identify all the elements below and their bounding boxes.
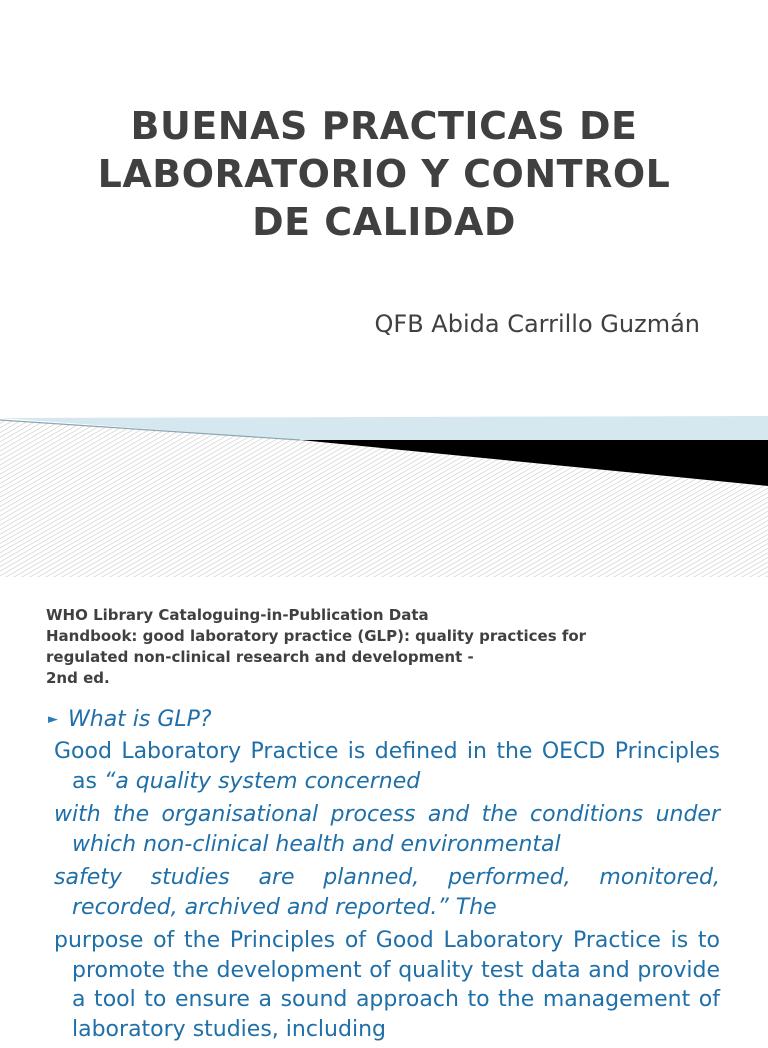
bullet-what-is-glp [48, 707, 212, 732]
paragraph [54, 863, 720, 922]
paragraph-quote: with the organisational process and the conditions under which non-clinical health and environmental [54, 802, 720, 857]
bullet-text: What is GLP? [68, 707, 212, 732]
catalog-line: regulated non-clinical research and development - [46, 648, 474, 666]
title-line: LABORATORIO Y CONTROL [97, 152, 671, 196]
slide-title [40, 102, 728, 246]
bullet-arrow-icon: ► [48, 712, 58, 727]
paragraph-quote: “a quality system concerned [103, 768, 421, 794]
title-line: BUENAS PRACTICAS DE [130, 104, 638, 148]
paragraph-text: Good Laboratory Practice is defined in the OECD Principles as [54, 739, 720, 794]
author-subtitle: QFB Abida Carrillo Guzmán [374, 310, 700, 338]
content-slide [0, 577, 768, 1042]
paragraph [54, 737, 720, 796]
title-line: DE CALIDAD [252, 200, 516, 244]
paragraph [54, 926, 720, 1044]
decorative-wave-band [0, 400, 768, 577]
glp-definition-body [54, 737, 720, 1048]
catalog-line: WHO Library Cataloguing-in-Publication Data [46, 606, 429, 624]
paragraph-text: purpose of the Principles of Good Laboratory Practice is to promote the development of quality test data and provide a tool to ensure a sound approach to the management of laboratory studies, including [54, 928, 720, 1042]
catalog-line: 2nd ed. [46, 669, 110, 687]
paragraph [54, 800, 720, 859]
catalog-line: Handbook: good laboratory practice (GLP): quality practices for [46, 627, 587, 645]
who-catalog-block [46, 605, 726, 689]
paragraph-quote: safety studies are planned, performed, monitored, recorded, archived and reported.” The [54, 865, 720, 920]
